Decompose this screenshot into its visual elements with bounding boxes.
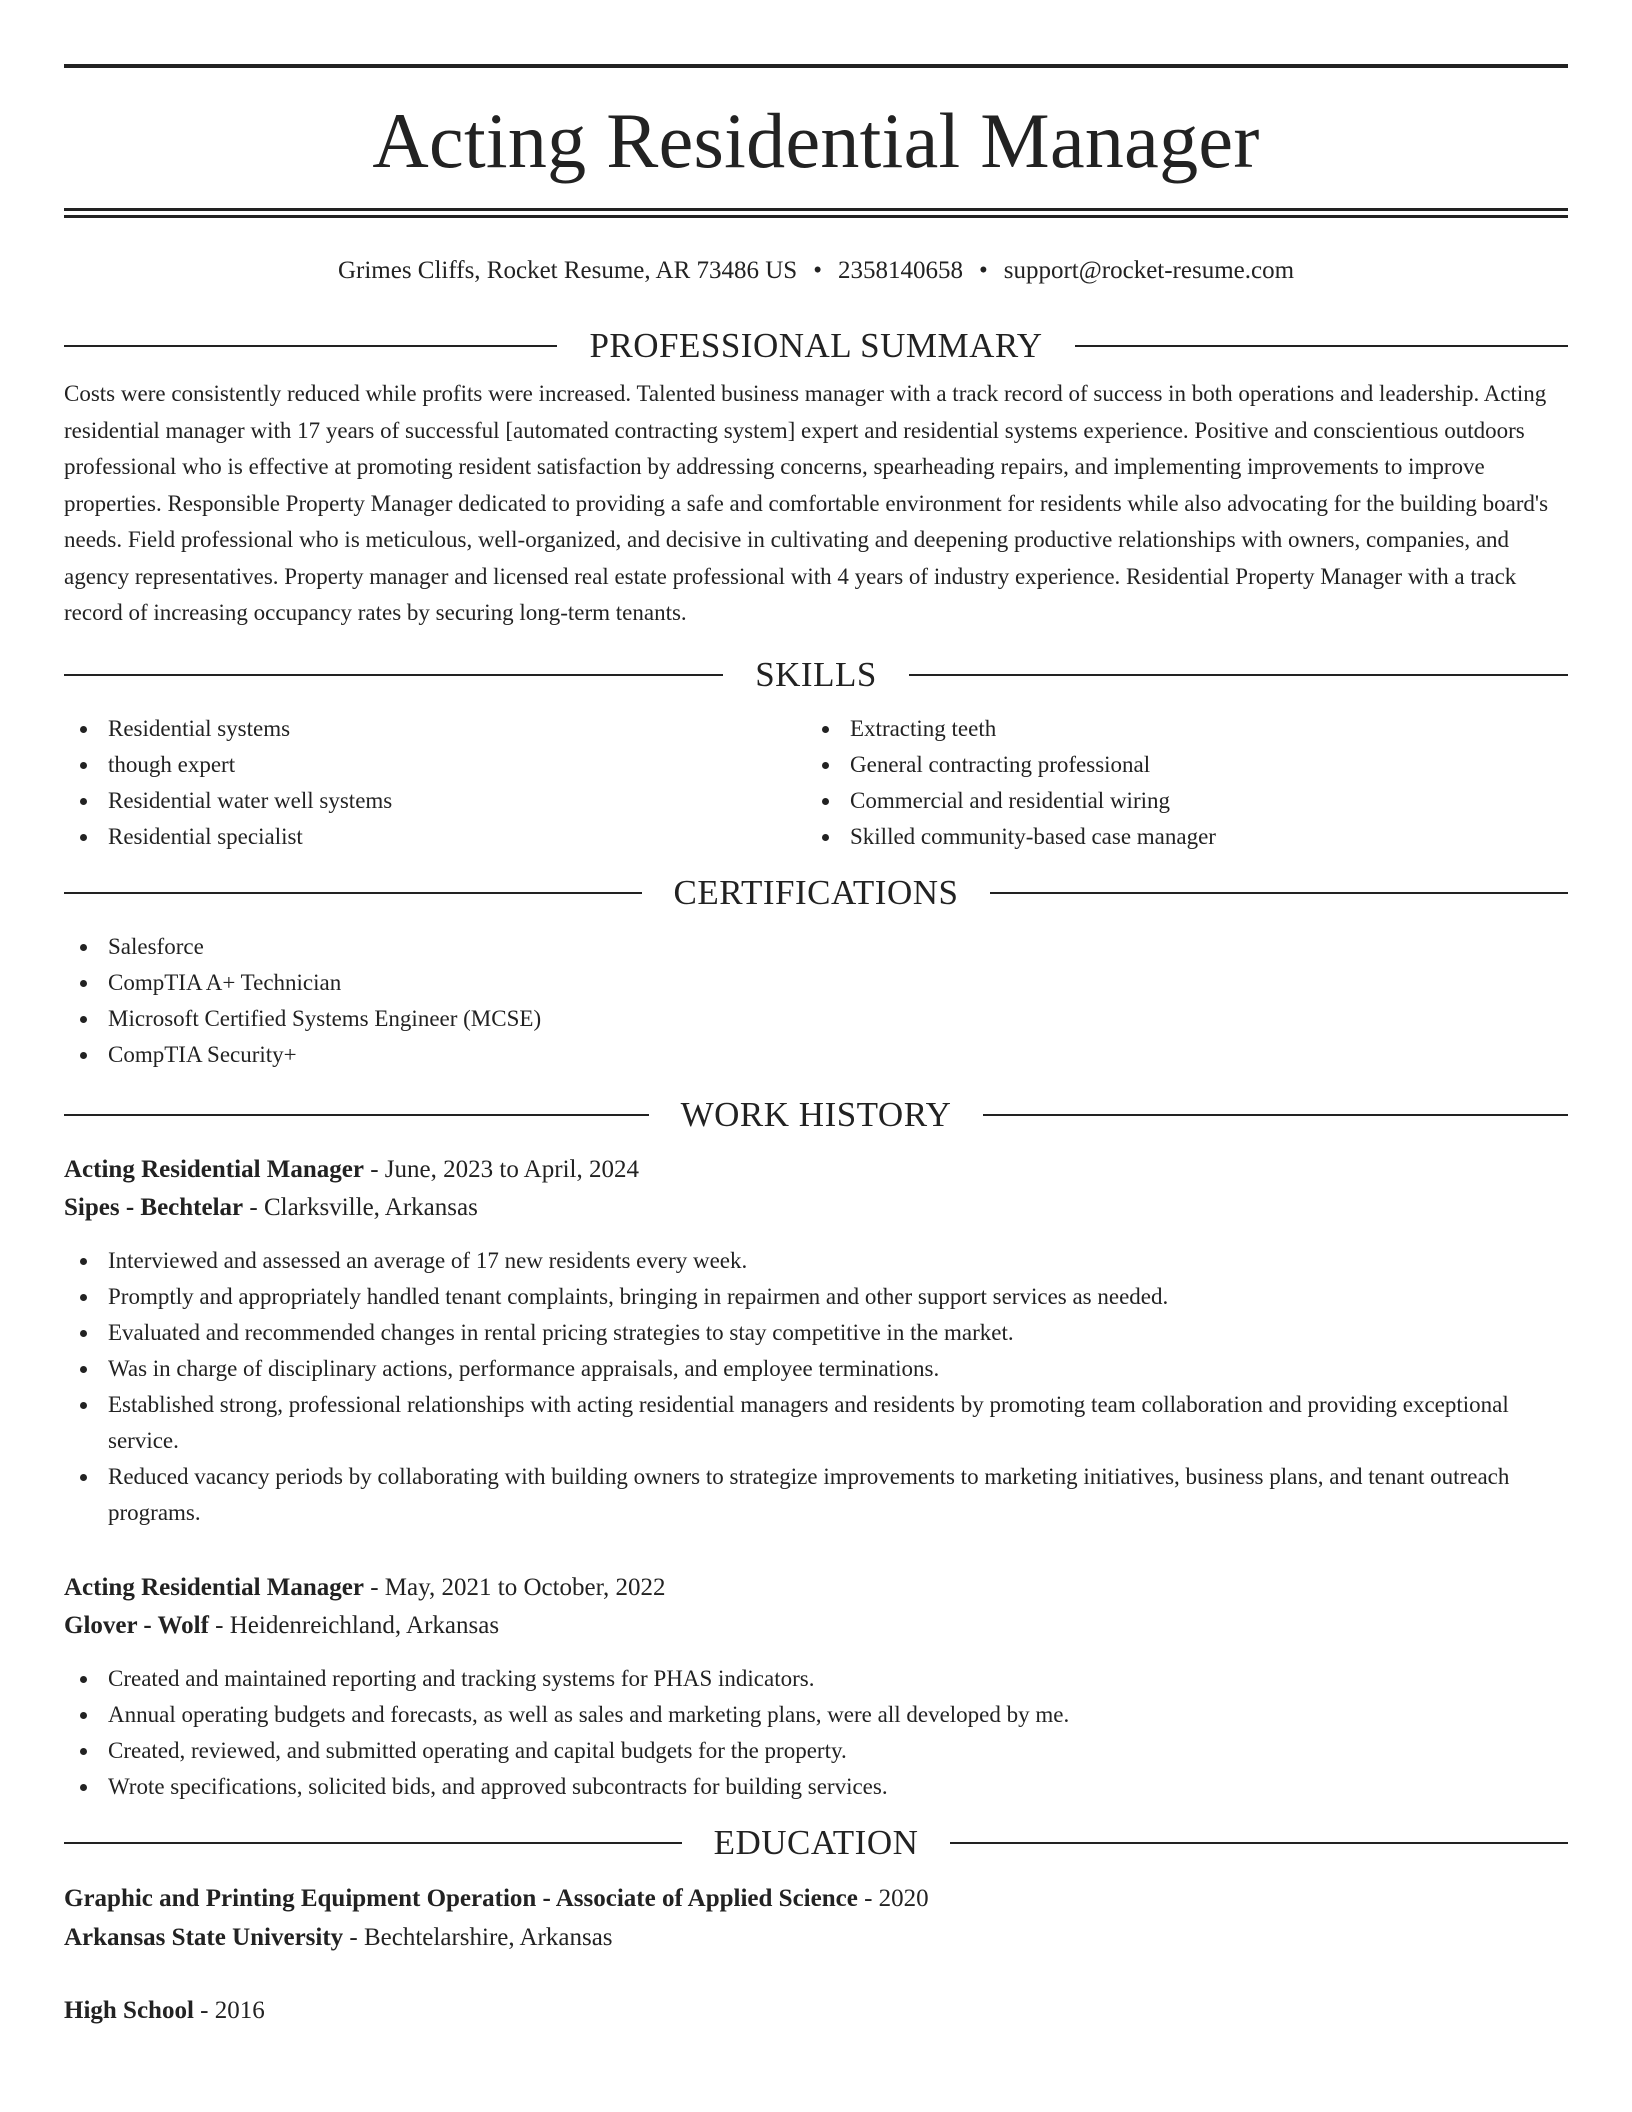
skills-list-left [64,711,806,855]
job-location: - Heidenreichland, Arkansas [208,1611,500,1639]
contact-phone: 2358140658 [837,257,963,284]
work-heading [64,1095,1568,1135]
list-item: Extracting teeth [806,711,1548,747]
list-item: Was in charge of disciplinary actions, performance appraisals, and employee terminations. [64,1351,1568,1387]
list-item: Microsoft Certified Systems Engineer (MCSE) [64,1001,1568,1037]
contact-email: support@rocket-resume.com [1003,257,1295,284]
job-dates: - June, 2023 to April, 2024 [363,1155,639,1183]
list-item: Residential water well systems [64,783,806,819]
job-title: Acting Residential Manager [64,1573,364,1601]
certifications-list [64,929,1568,1073]
list-item: Interviewed and assessed an average of 17 new residents every week. [64,1243,1568,1279]
list-item: Annual operating budgets and forecasts, as well as sales and marketing plans, were all developed by me. [64,1697,1568,1733]
list-item: Created and maintained reporting and tracking systems for PHAS indicators. [64,1661,1568,1697]
list-item: Promptly and appropriately handled tenant complaints, bringing in repairmen and other support services as needed. [64,1279,1568,1315]
skills-list-right [806,711,1548,855]
skills-grid [64,711,1568,855]
education-school: Arkansas State University [64,1923,344,1951]
skills-heading [64,655,1568,695]
list-item: CompTIA Security+ [64,1037,1568,1073]
heading-rule-left [64,674,723,676]
education-year: - 2016 [193,1996,265,2024]
heading-rule-right [1075,345,1568,347]
certifications-heading-label: CERTIFICATIONS [673,872,959,912]
list-item: Residential systems [64,711,806,747]
certifications-heading [64,873,1568,913]
list-item: Skilled community-based case manager [806,819,1548,855]
list-item: Established strong, professional relationships with acting residential managers and residents by promoting team collaboration and providing exceptional service. [64,1387,1568,1459]
job-entry [64,1151,1568,1531]
list-item: Created, reviewed, and submitted operating and capital budgets for the property. [64,1733,1568,1769]
job-bullets [64,1243,1568,1531]
top-rule [64,64,1568,68]
education-school-line [64,1918,1568,1957]
contact-separator: • [978,257,988,284]
list-item: Residential specialist [64,819,806,855]
education-heading-label: EDUCATION [713,1822,919,1862]
job-location: - Clarksville, Arkansas [243,1193,478,1221]
contact-line [64,256,1568,286]
list-item: General contracting professional [806,747,1548,783]
job-title: Acting Residential Manager [64,1155,364,1183]
job-title-line [64,1569,1568,1607]
education-entry [64,1879,1568,1957]
heading-rule-left [64,345,557,347]
heading-rule-right [983,1114,1568,1116]
resume-page [64,64,1568,2030]
contact-address: Grimes Cliffs, Rocket Resume, AR 73486 US [337,257,798,284]
heading-rule-right [990,892,1568,894]
job-company: Sipes - Bechtelar [64,1193,244,1221]
heading-rule-left [64,892,642,894]
job-entry [64,1569,1568,1805]
title-double-rule [64,208,1568,218]
education-degree-line [64,1879,1568,1918]
heading-rule-right [909,674,1568,676]
job-company: Glover - Wolf [64,1611,209,1639]
list-item: CompTIA A+ Technician [64,965,1568,1001]
list-item: Commercial and residential wiring [806,783,1548,819]
job-company-line [64,1607,1568,1645]
work-heading-label: WORK HISTORY [680,1094,952,1134]
heading-rule-right [950,1842,1568,1844]
education-location: - Bechtelarshire, Arkansas [343,1923,613,1951]
job-title-line [64,1151,1568,1189]
job-company-line [64,1189,1568,1227]
skills-heading-label: SKILLS [755,654,877,694]
education-heading [64,1823,1568,1863]
summary-heading [64,326,1568,366]
job-dates: - May, 2021 to October, 2022 [363,1573,666,1601]
list-item: though expert [64,747,806,783]
education-year: - 2020 [857,1884,929,1912]
summary-text: Costs were consistently reduced while profits were increased. Talented business manager with a track record of success in both operations and leadership. Acting residential manager with 17 years of successful [automated contracting system] expert and residential systems experience. Positive and conscientious outdoors professional who is effective at promoting resident satisfaction by addressing concerns, spearheading repairs, and implementing improvements to improve properties. Responsible Property Manager dedicated to providing a safe and comfortable environment for residents while also advocating for the building board's needs. Field professional who is meticulous, well-organized, and decisive in cultivating and deepening productive relationships with owners, companies, and agency representatives. Property manager and licensed real estate professional with 4 years of industry experience. Residential Property Manager with a track record of increasing occupancy rates by securing long-term tenants. [64,381,1549,625]
list-item: Salesforce [64,929,1568,965]
heading-rule-left [64,1114,649,1116]
list-item: Reduced vacancy periods by collaborating with building owners to strategize improvements to marketing initiatives, business plans, and tenant outreach programs. [64,1459,1568,1531]
education-entry [64,1991,1568,2030]
summary-heading-label: PROFESSIONAL SUMMARY [589,326,1043,365]
resume-title: Acting Residential Manager [372,97,1260,184]
education-degree-line [64,1991,1568,2030]
list-item: Evaluated and recommended changes in rental pricing strategies to stay competitive in the market. [64,1315,1568,1351]
list-item: Wrote specifications, solicited bids, and approved subcontracts for building services. [64,1769,1568,1805]
education-degree: Graphic and Printing Equipment Operation - Associate of Applied Science [64,1884,858,1912]
heading-rule-left [64,1842,682,1844]
contact-separator: • [813,257,822,284]
job-bullets [64,1661,1568,1805]
education-degree: High School [64,1996,194,2024]
